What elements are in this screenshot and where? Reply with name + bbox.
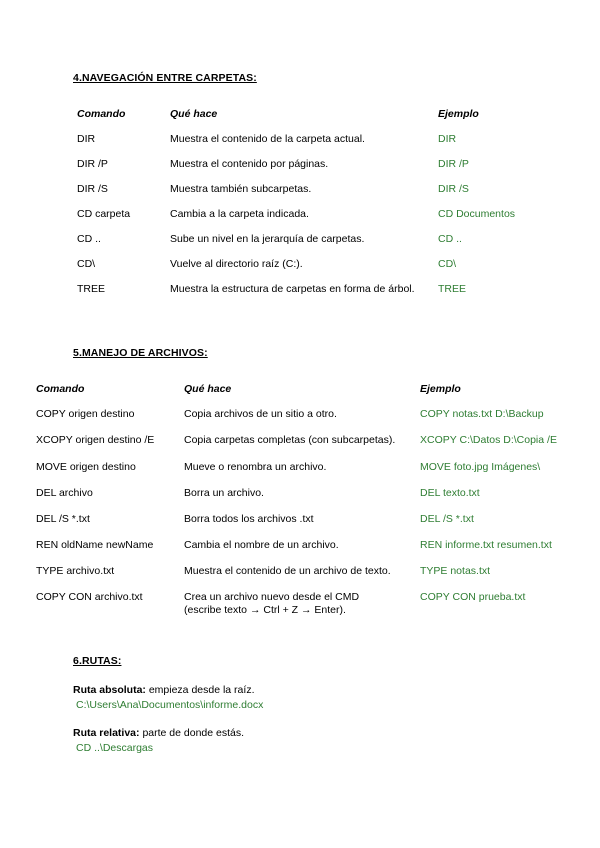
example-cell: MOVE foto.jpg Imágenes\ bbox=[420, 461, 541, 473]
description-line: Crea un archivo nuevo desde el CMD bbox=[184, 591, 360, 603]
relative-path-example: CD ..\Descargas bbox=[76, 742, 154, 754]
description-cell: Muestra el contenido de la carpeta actual. bbox=[170, 133, 365, 145]
description-cell: Vuelve al directorio raíz (C:). bbox=[170, 258, 303, 270]
description-cell bbox=[184, 591, 420, 621]
description-cell: Muestra también subcarpetas. bbox=[170, 183, 312, 195]
relative-path-text: parte de donde estás. bbox=[139, 727, 245, 739]
description-cell: Muestra la estructura de carpetas en forma de árbol. bbox=[170, 283, 415, 295]
command-cell: CD .. bbox=[77, 233, 101, 245]
section4-header-row bbox=[77, 108, 558, 133]
absolute-path-example: C:\Users\Ana\Documentos\informe.docx bbox=[76, 699, 264, 711]
example-cell: DIR /S bbox=[438, 183, 469, 195]
description-cell: Borra todos los archivos .txt bbox=[184, 513, 314, 525]
example-cell: CD\ bbox=[438, 258, 457, 270]
table-row bbox=[77, 233, 558, 258]
example-cell: TYPE notas.txt bbox=[420, 565, 491, 577]
example-cell: DIR /P bbox=[438, 158, 469, 170]
description-cell: Copia archivos de un sitio a otro. bbox=[184, 408, 337, 420]
command-cell: TYPE archivo.txt bbox=[36, 565, 115, 577]
example-cell: REN informe.txt resumen.txt bbox=[420, 539, 552, 551]
header-what: Qué hace bbox=[170, 108, 218, 120]
command-cell: CD carpeta bbox=[77, 208, 131, 220]
description-cell: Mueve o renombra un archivo. bbox=[184, 461, 327, 473]
command-cell: COPY CON archivo.txt bbox=[36, 591, 143, 603]
header-example: Ejemplo bbox=[438, 108, 479, 120]
section4-table bbox=[77, 108, 558, 308]
description-cell: Muestra el contenido por páginas. bbox=[170, 158, 329, 170]
table-row bbox=[36, 513, 580, 539]
header-example: Ejemplo bbox=[420, 383, 461, 395]
absolute-path-text: empieza desde la raíz. bbox=[145, 684, 255, 696]
relative-path-label: Ruta relativa: bbox=[73, 727, 140, 739]
table-row bbox=[36, 408, 580, 434]
description-cell: Sube un nivel en la jerarquía de carpetas. bbox=[170, 233, 365, 245]
example-cell: COPY CON prueba.txt bbox=[420, 591, 526, 603]
example-cell: CD .. bbox=[438, 233, 462, 245]
example-cell: COPY notas.txt D:\Backup bbox=[420, 408, 544, 420]
section5-title: 5.MANEJO DE ARCHIVOS: bbox=[73, 347, 208, 359]
description-cell: Borra un archivo. bbox=[184, 487, 264, 499]
table-row bbox=[77, 258, 558, 283]
table-row bbox=[36, 461, 580, 487]
example-cell: CD Documentos bbox=[438, 208, 516, 220]
header-what: Qué hace bbox=[184, 383, 232, 395]
example-cell: TREE bbox=[438, 283, 467, 295]
section6-title: 6.RUTAS: bbox=[73, 655, 122, 667]
command-cell: DEL archivo bbox=[36, 487, 93, 499]
description-cell: Cambia el nombre de un archivo. bbox=[184, 539, 339, 551]
command-cell: COPY origen destino bbox=[36, 408, 135, 420]
table-row bbox=[36, 565, 580, 591]
command-cell: MOVE origen destino bbox=[36, 461, 136, 473]
table-row bbox=[77, 158, 558, 183]
table-row bbox=[36, 487, 580, 513]
section4-title: 4.NAVEGACIÓN ENTRE CARPETAS: bbox=[73, 72, 257, 84]
table-row bbox=[36, 591, 580, 621]
example-cell: XCOPY C:\Datos D:\Copia /E bbox=[420, 434, 557, 446]
table-row bbox=[77, 183, 558, 208]
command-cell: DIR /S bbox=[77, 183, 108, 195]
table-row bbox=[77, 133, 558, 158]
relative-path-block bbox=[73, 726, 244, 756]
header-command: Comando bbox=[36, 383, 85, 395]
description-cell: Copia carpetas completas (con subcarpetas). bbox=[184, 434, 396, 446]
absolute-path-label: Ruta absoluta: bbox=[73, 684, 146, 696]
command-cell: REN oldName newName bbox=[36, 539, 154, 551]
command-cell: CD\ bbox=[77, 258, 96, 270]
command-cell: DIR /P bbox=[77, 158, 108, 170]
example-cell: DIR bbox=[438, 133, 457, 145]
absolute-path-block bbox=[73, 683, 263, 713]
command-cell: DEL /S *.txt bbox=[36, 513, 90, 525]
section5-table bbox=[36, 383, 580, 621]
table-row bbox=[36, 434, 580, 461]
section5-header-row bbox=[36, 383, 580, 408]
table-row bbox=[77, 283, 558, 308]
example-cell: DEL texto.txt bbox=[420, 487, 480, 499]
description-cell: Muestra el contenido de un archivo de texto. bbox=[184, 565, 391, 577]
command-cell: DIR bbox=[77, 133, 96, 145]
header-command: Comando bbox=[77, 108, 126, 120]
command-cell: XCOPY origen destino /E bbox=[36, 434, 155, 446]
description-cell: Cambia a la carpeta indicada. bbox=[170, 208, 309, 220]
table-row bbox=[77, 208, 558, 233]
example-cell: DEL /S *.txt bbox=[420, 513, 474, 525]
table-row bbox=[36, 539, 580, 565]
command-cell: TREE bbox=[77, 283, 106, 295]
description-line: (escribe texto → Ctrl + Z → Enter). bbox=[184, 604, 346, 616]
